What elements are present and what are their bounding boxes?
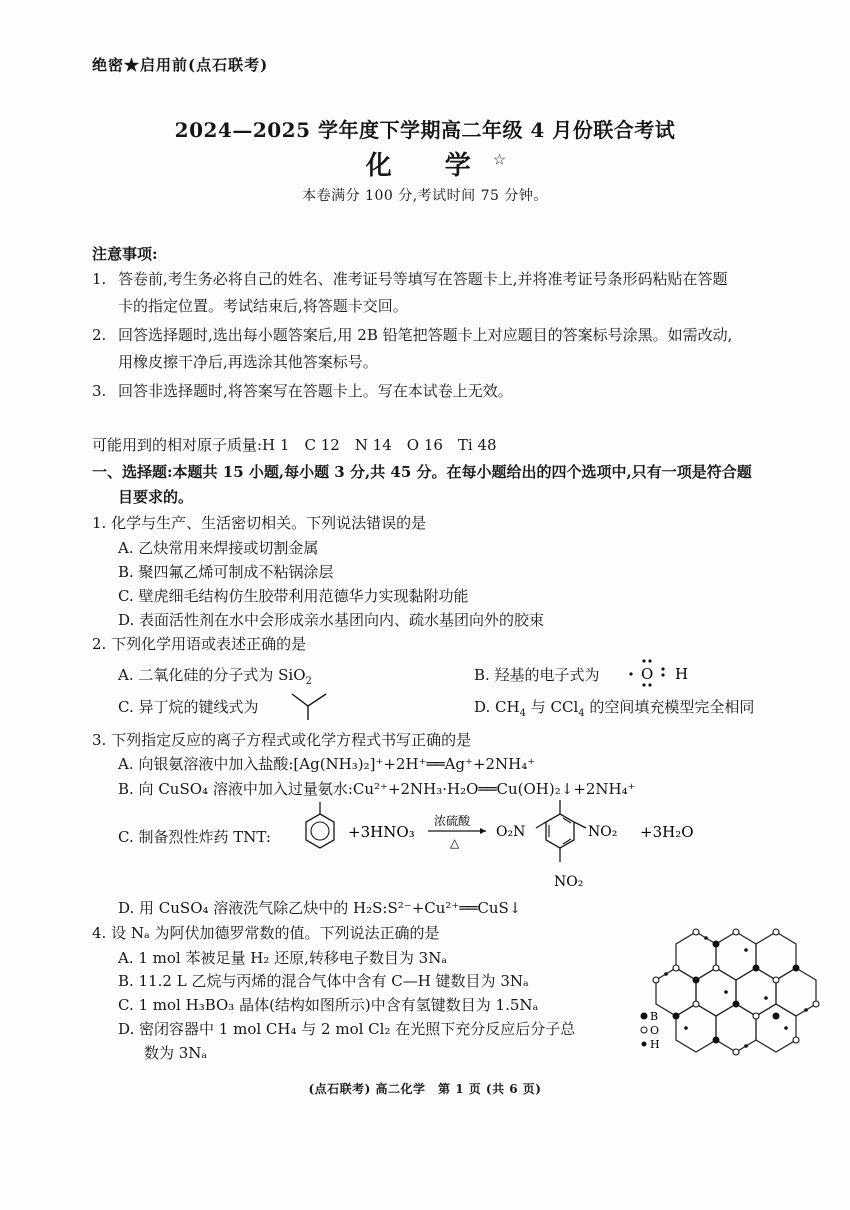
electron-dot: [661, 667, 664, 670]
subject-title: [0, 145, 850, 182]
q3-option-d: D. 用 CuSO₄ 溶液洗气除乙炔中的 H₂S:S²⁻+Cu²⁺══CuS↓: [118, 899, 522, 917]
electron-dot: [629, 672, 632, 675]
hexagonal-lattice: [656, 932, 816, 1052]
q4-option-a: A. 1 mol 苯被足量 H₂ 还原,转移电子数目为 3Nₐ: [118, 949, 448, 967]
product-water: +3H₂O: [640, 823, 694, 841]
note-2-line-1: [92, 324, 732, 346]
q2-d-text-1: D. CH: [474, 698, 520, 716]
legend-markers: [641, 1013, 647, 1046]
q2-d-text-3: 的空间填充模型完全相同: [584, 698, 755, 716]
legend-o: O: [650, 1024, 660, 1037]
q4-option-d-line-1: D. 密闭容器中 1 mol CH₄ 与 2 mol Cl₂ 在光照下充分反应后分子总: [118, 1020, 576, 1038]
subject-name: 化 学: [365, 151, 493, 181]
q4-option-c: C. 1 mol H₃BO₃ 晶体(结构如图所示)中含有氢键数目为 1.5Nₐ: [118, 996, 539, 1014]
note-2-text-1: 回答选择题时,选出每小题答案后,用 2B 铅笔把答题卡上对应题目的答案标号涂黑。如需改动,: [118, 326, 733, 344]
note-3-text-1: 回答非选择题时,将答案写在答题卡上。写在本试卷上无效。: [118, 382, 513, 400]
q2-option-a: [118, 664, 312, 686]
exam-title: 2024—2025 学年度下学期高二年级 4 月份联合考试: [174, 118, 676, 142]
q2-option-b: [474, 664, 600, 686]
electron-dot: [648, 683, 651, 686]
legend-h: H: [650, 1038, 660, 1051]
condition-top: 浓硫酸: [434, 814, 471, 828]
condition-bottom: △: [450, 836, 460, 850]
q2-a-sub: 2: [305, 676, 312, 687]
electron-dot: [661, 673, 664, 676]
hydroxyl-electron-formula: [627, 654, 697, 688]
q4-option-b: B. 11.2 L 乙烷与丙烯的混合气体中含有 C—H 键数目为 3Nₐ: [118, 972, 529, 990]
page-footer: (点石联考) 高二化学 第 1 页 (共 6 页): [308, 1082, 542, 1096]
note-1-line-1: [92, 268, 728, 290]
note-1-number: 1.: [92, 270, 107, 288]
note-1-text-1: 答卷前,考生务必将自己的姓名、准考证号等填写在答题卡上,并将准考证号条形码粘贴在答题: [118, 270, 728, 288]
note-3-line-1: [92, 380, 513, 402]
q3-stem: 3. 下列指定反应的离子方程式或化学方程式书写正确的是: [92, 731, 472, 749]
note-2-line-2: 用橡皮擦干净后,再选涂其他答案标号。: [118, 353, 378, 371]
q2-d-sub-2: 4: [578, 708, 585, 719]
section-1-heading-cont: 目要求的。: [118, 488, 194, 506]
q2-option-d: [474, 696, 754, 718]
note-1-line-2: 卡的指定位置。考试结束后,将答题卡交回。: [118, 297, 408, 315]
electron-dot: [642, 659, 645, 662]
section-1-heading: 一、选择题:本题共 15 小题,每小题 3 分,共 45 分。在每小题给出的四个选项中,只有一项是符合题: [92, 463, 752, 481]
q2-option-c: C. 异丁烷的键线式为: [118, 698, 259, 716]
toluene-structure: [306, 802, 334, 848]
q2-b-text: B. 羟基的电子式为: [474, 666, 600, 684]
q4-stem: 4. 设 Nₐ 为阿伏加德罗常数的值。下列说法正确的是: [92, 924, 440, 942]
q3-option-b: B. 向 CuSO₄ 溶液中加入过量氨水:Cu²⁺+2NH₃·H₂O══Cu(OH)₂↓+2NH₄⁺: [118, 780, 636, 798]
hydroxyl-o-atom: O: [641, 665, 654, 683]
q1-stem: 1. 化学与生产、生活密切相关。下列说法错误的是: [92, 514, 427, 532]
hydroxyl-h-atom: H: [675, 665, 689, 683]
q2-d-sub-1: 4: [519, 708, 526, 719]
exam-info: 本卷满分 100 分,考试时间 75 分钟。: [302, 188, 548, 204]
arrow-head: [480, 828, 486, 834]
confidential-label: 绝密★启用前(点石联考): [92, 56, 269, 74]
note-2-number: 2.: [92, 326, 107, 344]
q2-stem: 2. 下列化学用语或表述正确的是: [92, 635, 307, 653]
q4-option-d-line-2: 数为 3Nₐ: [144, 1044, 208, 1062]
electron-dot: [648, 659, 651, 662]
q3-option-c-label: C. 制备烈性炸药 TNT:: [118, 828, 271, 846]
q1-option-b: B. 聚四氟乙烯可制成不粘锅涂层: [118, 563, 334, 581]
isobutane-bonds: [292, 694, 326, 706]
q2-d-text-2: 与 CCl: [525, 698, 579, 716]
notes-heading: 注意事项:: [92, 245, 158, 263]
star-mark: ☆: [492, 150, 507, 169]
no2-left: O₂N: [496, 824, 526, 840]
electron-dot: [642, 683, 645, 686]
q2-a-text: A. 二氧化硅的分子式为 SiO: [118, 666, 306, 684]
q1-option-d: D. 表面活性剂在水中会形成亲水基团向内、疏水基团向外的胶束: [118, 611, 545, 629]
reagent-text: +3HNO₃: [348, 823, 415, 841]
q1-option-a: A. 乙炔常用来焊接或切割金属: [118, 539, 319, 557]
q1-option-c: C. 壁虎细毛结构仿生胶带利用范德华力实现黏附功能: [118, 587, 469, 605]
no2-right: NO₂: [588, 824, 618, 840]
no2-bottom: NO₂: [554, 874, 584, 890]
note-3-number: 3.: [92, 382, 107, 400]
atomic-masses: 可能用到的相对原子质量:H 1 C 12 N 14 O 16 Ti 48: [92, 436, 497, 454]
isobutane-skeletal-formula: [288, 688, 332, 722]
tnt-structure: [536, 800, 586, 862]
q3-option-a: A. 向银氨溶液中加入盐酸:[Ag(NH₃)₂]⁺+2H⁺══Ag⁺+2NH₄⁺: [118, 755, 536, 773]
boric-acid-structure-figure: [636, 920, 826, 1058]
legend-b: B: [650, 1010, 659, 1023]
tnt-reaction-scheme: [300, 800, 720, 892]
